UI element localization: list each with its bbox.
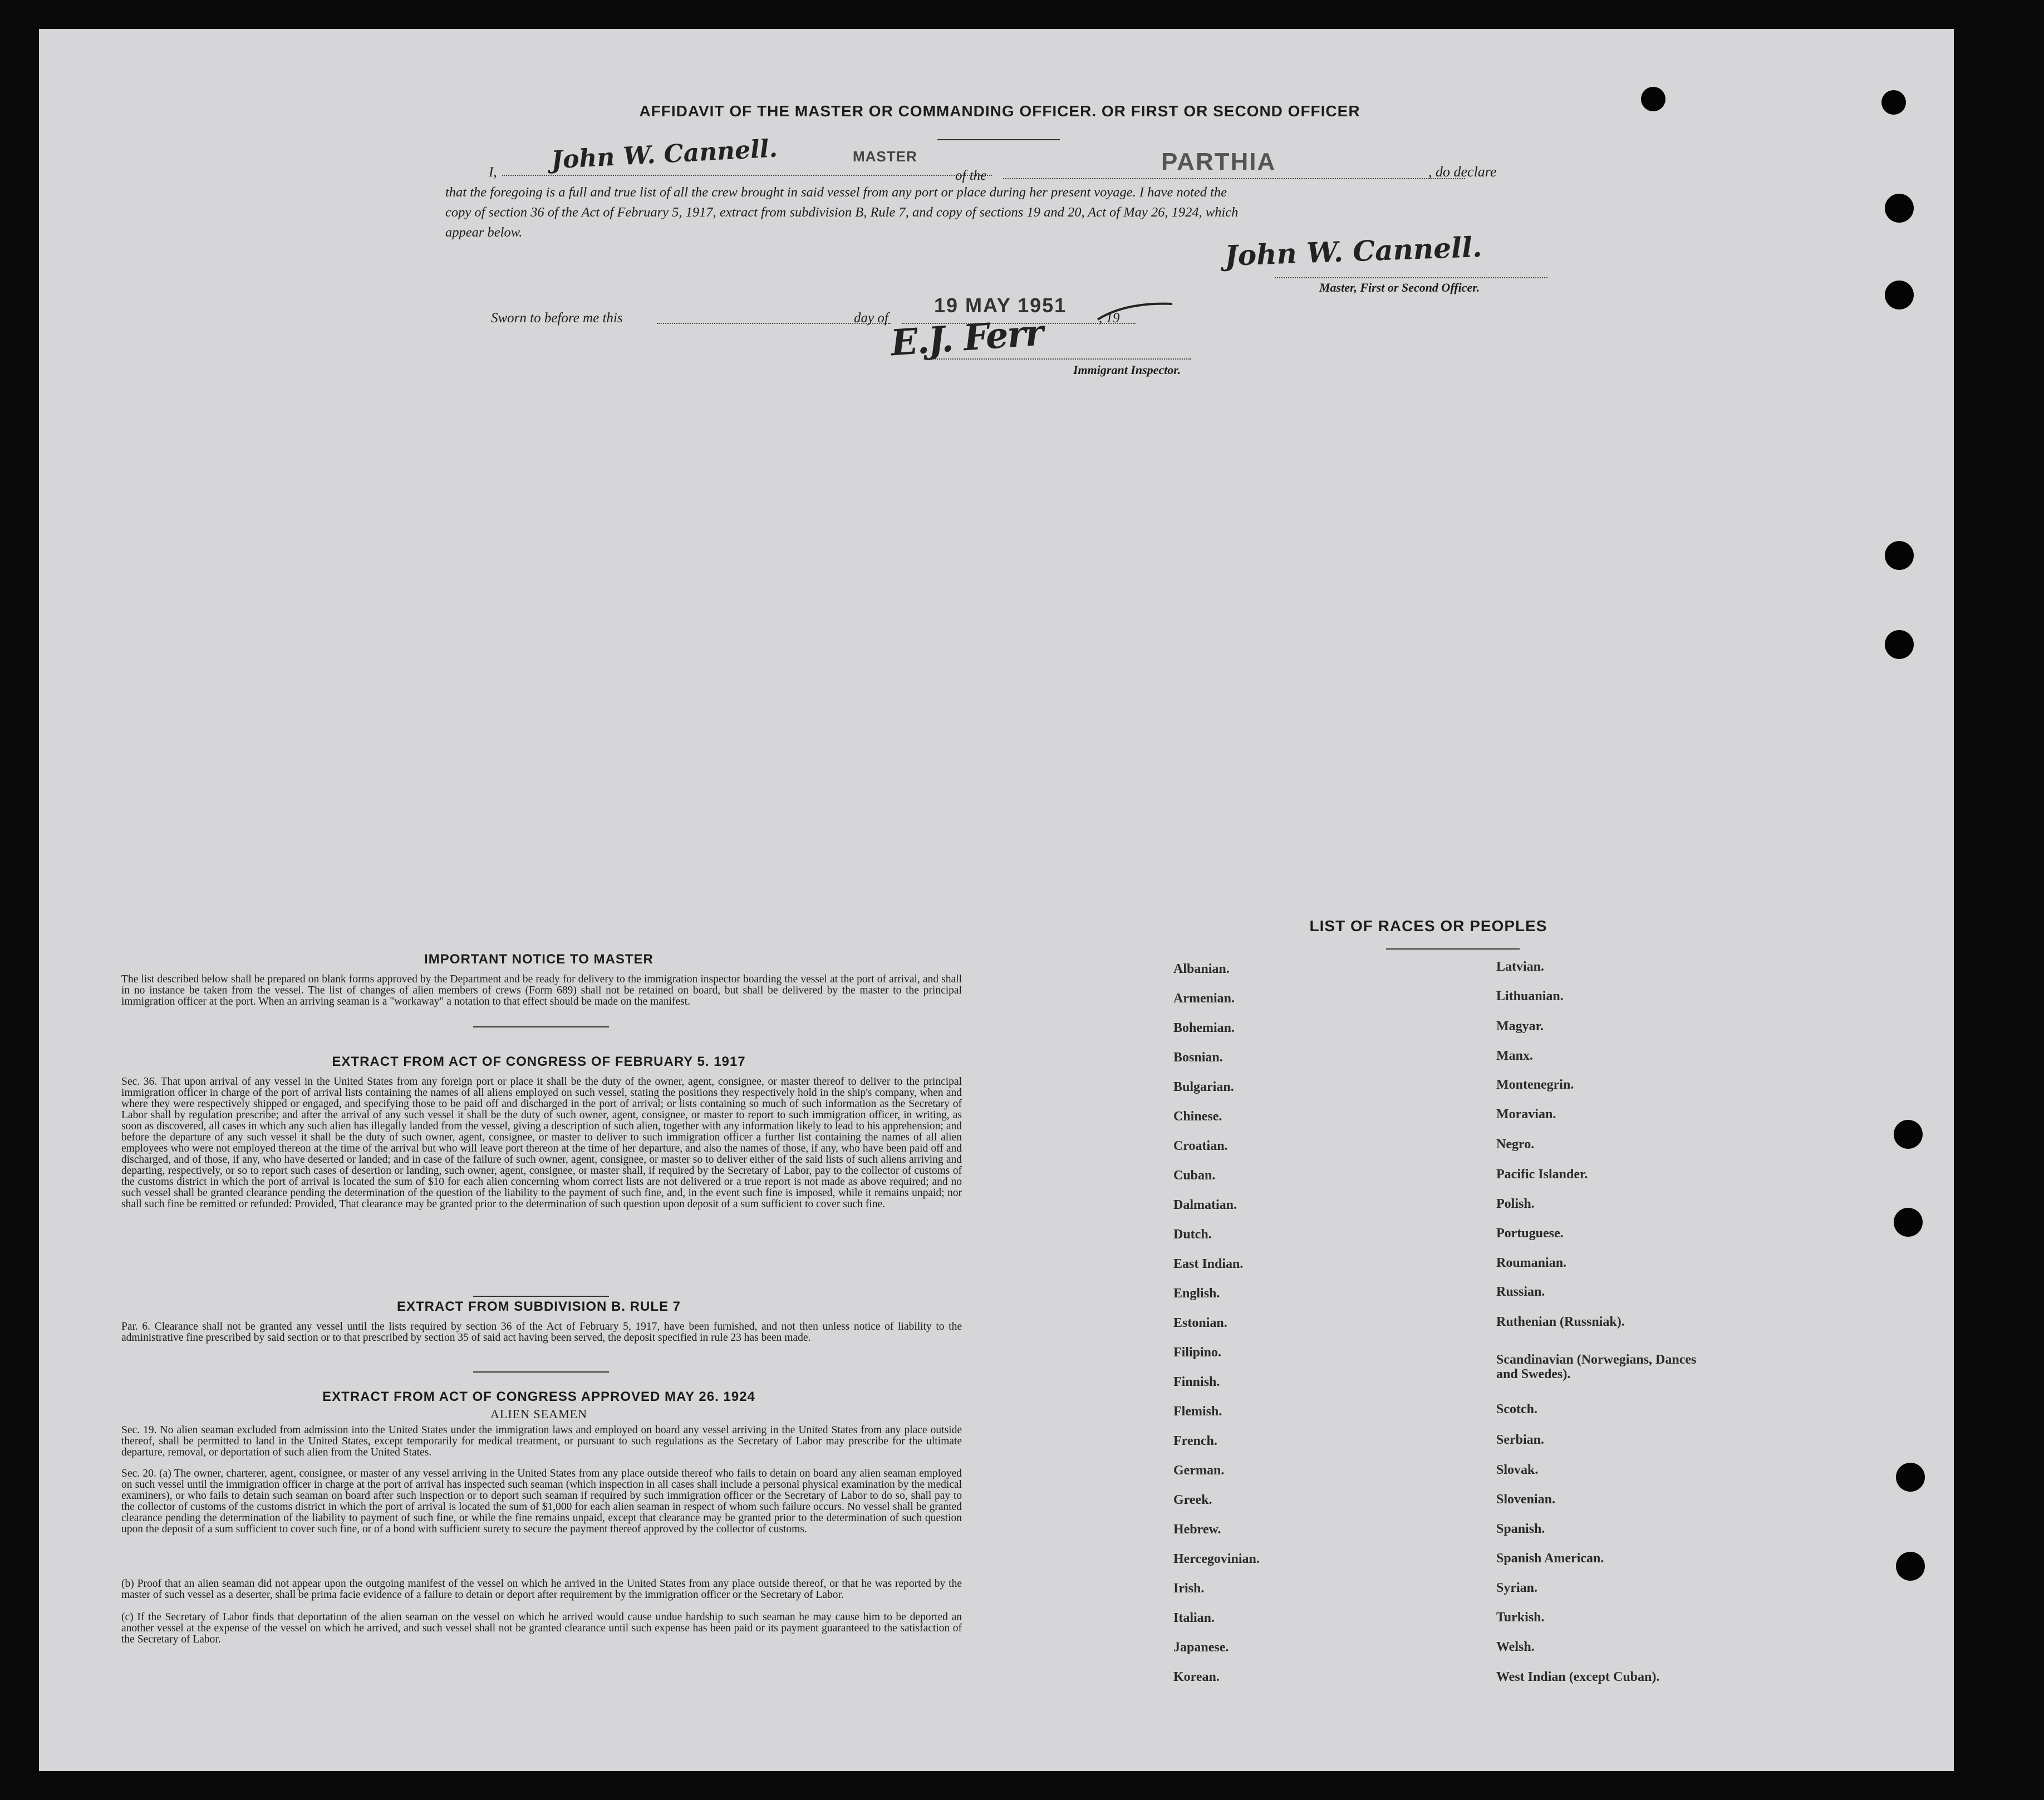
race-right: Slovak. [1496, 1463, 1539, 1477]
race-left: German. [1173, 1463, 1225, 1478]
race-left: English. [1173, 1286, 1220, 1301]
race-left: Estonian. [1173, 1316, 1227, 1330]
race-left: East Indian. [1173, 1257, 1244, 1271]
affidavit-line-1: that the foregoing is a full and true list of all the crew brought in said vessel from any port or place during her present voyage. I have noted the [445, 185, 1227, 200]
race-right: Ruthenian (Russniak). [1496, 1315, 1625, 1329]
affidavit-title: AFFIDAVIT OF THE MASTER OR COMMANDING OFFICER. OR FIRST OR SECOND OFFICER [639, 102, 1360, 120]
race-left: Croatian. [1173, 1139, 1228, 1153]
rule7-title: EXTRACT FROM SUBDIVISION B. RULE 7 [396, 1299, 681, 1314]
races-rule [1386, 948, 1520, 950]
date-stamp: 19 MAY 1951 [934, 294, 1067, 317]
title-rule [937, 139, 1060, 140]
i-label: I, [489, 165, 497, 180]
year-label: , 19 [1099, 311, 1120, 326]
rule7-text: Par. 6. Clearance shall not be granted any vessel until the lists required by section 36 of the Act of February 5, 1917, have been furnished, and not then unless notice of liability to the administrative fine prescribed by said section or to that prescribed by section 35 of said act having been served, the deposit specified in rule 23 has been made. [121, 1321, 962, 1344]
punch-hole [1885, 541, 1914, 570]
officer-signature: John W. Cannell. [1224, 230, 1483, 273]
race-left: Armenian. [1173, 991, 1235, 1006]
race-right: Magyar. [1496, 1019, 1544, 1034]
vessel-line [1003, 178, 1465, 179]
rule7-rule [473, 1371, 609, 1373]
extract-1924-subtitle: ALIEN SEAMEN [490, 1407, 587, 1421]
punch-hole [1885, 281, 1914, 309]
race-left: Japanese. [1173, 1640, 1229, 1655]
affidavit-line-3: appear below. [445, 225, 523, 240]
document-page [39, 29, 1954, 1771]
sworn-label: Sworn to before me this [491, 311, 623, 326]
punch-hole [1881, 90, 1906, 115]
race-left: Finnish. [1173, 1375, 1220, 1389]
extract-1917-text: Sec. 36. That upon arrival of any vessel in the United States from any foreign port or place it shall be the duty of the owner, agent, consignee, or master thereof to deliver to the principal immigration officer in charge of the port of arrival lists containing the names of all aliens employed on such vessel, stating the positions they respectively hold in the ship's company, when and where they were respectively shipped or engaged, and specifying those to be paid off and discharged in the port of arrival; or lists containing so much of such information as the Secretary of Labor shall by regulation prescribe; and after the arrival of any such vessel it shall be the duty of such owner, agent, consignee, or master to report to such immigration officer, in writing, as soon as discovered, all cases in which any such alien has illegally landed from the vessel, giving a description of such alien, together with any information likely to lead to his apprehension; and before the departure of any such vessel it shall be the duty of such owner, agent, consignee, or master to deliver to such immigration officer a further list containing the names of all alien employees who were not employed thereon at the time of the arrival but who will leave port thereon at the time of her departure, and also the names of those, if any, who have been paid off and discharged, and of those, if any, who have deserted or landed; and in case of the failure of such owner, agent, consignee, or master so to deliver either of the said lists of such aliens arriving and departing, respectively, or so to report such cases of desertion or landing, such owner, agent, consignee, or master shall, if required by the Secretary of Labor, pay to the collector of customs of the customs district in which the port of arrival is located the sum of $10 for each alien concerning whom correct lists are not delivered or a true report is not made as above required; and no such vessel shall be granted clearance pending the determination of the question of the liability to the payment of such fine, and, in the event such fine is imposed, while it remains unpaid; nor shall such fine be remitted or refunded: Provided, That clearance may be granted prior to the determination of such question upon deposit of a sum sufficient to cover such fine. [121, 1076, 962, 1210]
race-left: Flemish. [1173, 1404, 1222, 1419]
extract-1917-rule [473, 1296, 609, 1297]
name-line [502, 175, 992, 176]
sec19-text: Sec. 19. No alien seaman excluded from admission into the United States under the immigration laws and employed on board any vessel arriving in the United States from any place outside thereof, shall be permitted to land in the United States, except temporarily for medical treatment, or pursuant to such regulations as the Secretary of Labor may prescribe for the ultimate departure, removal, or deportation of such alien from the United States. [121, 1424, 962, 1458]
race-right: Scandinavian (Norwegians, Dances and Swedes). [1496, 1353, 1697, 1381]
race-right: Negro. [1496, 1137, 1535, 1152]
punch-hole [1896, 1463, 1925, 1492]
race-left: Albanian. [1173, 962, 1230, 976]
race-right: Roumanian. [1496, 1256, 1567, 1270]
of-the-label: of the [955, 168, 987, 183]
race-right: Latvian. [1496, 960, 1545, 974]
master-name-signature: John W. Cannell. [550, 134, 778, 175]
race-left: Korean. [1173, 1670, 1220, 1684]
extract-1924-title: EXTRACT FROM ACT OF CONGRESS APPROVED MAY 26. 1924 [322, 1389, 755, 1404]
notice-title: IMPORTANT NOTICE TO MASTER [424, 952, 654, 967]
race-left: Dalmatian. [1173, 1198, 1237, 1212]
race-left: Cuban. [1173, 1168, 1216, 1183]
race-right: Slovenian. [1496, 1492, 1556, 1507]
race-right: Spanish. [1496, 1522, 1545, 1536]
race-left: Hercegovinian. [1173, 1552, 1260, 1566]
punch-hole [1896, 1552, 1925, 1581]
race-left: Dutch. [1173, 1227, 1212, 1242]
extract-1917-title: EXTRACT FROM ACT OF CONGRESS OF FEBRUARY 5. 1917 [332, 1054, 746, 1069]
vessel-name-stamp: PARTHIA [1161, 148, 1276, 175]
race-left: Greek. [1173, 1493, 1212, 1507]
punch-hole [1885, 630, 1914, 659]
officer-caption: Master, First or Second Officer. [1319, 281, 1480, 294]
race-right: Spanish American. [1496, 1551, 1604, 1566]
race-right: Moravian. [1496, 1107, 1556, 1122]
inspector-caption: Immigrant Inspector. [1073, 363, 1181, 377]
race-left: French. [1173, 1434, 1217, 1448]
race-right: Welsh. [1496, 1640, 1535, 1654]
race-right: Polish. [1496, 1197, 1535, 1211]
race-left: Irish. [1173, 1581, 1205, 1596]
race-left: Bosnian. [1173, 1050, 1223, 1065]
sec20a-text: Sec. 20. (a) The owner, charterer, agent, consignee, or master of any vessel arriving in the United States from any place outside thereof who fails to detain on board any alien seaman employed on such vessel until the immigration officer in charge at the port of arrival has inspected such seaman (which inspection in all cases shall include a personal physical examination by the medical examiners), or who fails to detain such seaman on board after such inspection or to deport such seaman if required by such immigration officer or the Secretary of Labor to do so, shall pay to the collector of customs of the customs district in which the port of arrival is located the sum of $1,000 for each alien seaman in respect of whom such failure occurs. No vessel shall be granted clearance pending the determination of the liability to payment of such fine, or while the fine remains unpaid, except that clearance may be granted prior to the determination of such question upon the deposit of a sum sufficient to cover such fine, or of a bond with sufficient surety to secure the payment thereof approved by the collector of customs. [121, 1468, 962, 1535]
race-right: Manx. [1496, 1049, 1533, 1063]
races-title: LIST OF RACES OR PEOPLES [1309, 917, 1547, 935]
signature-flourish [1097, 301, 1175, 323]
notice-text: The list described below shall be prepared on blank forms approved by the Department and be ready for delivery to the immigration inspector boarding the vessel at the port of arrival, and shall in no instance be taken from the vessel. The list of changes of alien members of crews (Form 689) shall not be retained on board, but shall be delivered by the master to the principal immigration officer at the port. When an arriving seaman is a "workaway" a notation to that effect should be made on the manifest. [121, 973, 962, 1007]
race-right: West Indian (except Cuban). [1496, 1670, 1660, 1684]
punch-hole [1894, 1120, 1923, 1149]
punch-hole [1641, 87, 1665, 111]
sec20c-text: (c) If the Secretary of Labor finds that deportation of the alien seaman on the vessel on which he arrived would cause undue hardship to such seaman he may cause him to be deported an another vessel at the expense of the vessel on which he arrived, and such vessel shall not be granted clearance until such expense has been paid or its payment guaranteed to the satisfaction of the Secretary of Labor. [121, 1611, 962, 1645]
do-declare-label: , do declare [1428, 164, 1497, 180]
officer-signature-line [1275, 277, 1547, 278]
race-right: Scotch. [1496, 1402, 1537, 1417]
race-right: Syrian. [1496, 1581, 1538, 1595]
race-right: Turkish. [1496, 1610, 1545, 1625]
race-right: Lithuanian. [1496, 989, 1564, 1004]
sec20b-text: (b) Proof that an alien seaman did not appear upon the outgoing manifest of the vessel on which he arrived in the United States from any place outside thereof, or that he was reported by the master of such vessel as a deserter, shall be prima facie evidence of a failure to detain or deport after requirement by the immigration officer or the Secretary of Labor. [121, 1578, 962, 1601]
day-of-label: day of [854, 311, 888, 326]
race-left: Filipino. [1173, 1345, 1222, 1360]
race-right: Pacific Islander. [1496, 1167, 1588, 1182]
rank-stamp: MASTER [853, 148, 917, 165]
affidavit-line-2: copy of section 36 of the Act of February 5, 1917, extract from subdivision B, Rule 7, and copy of sections 19 and 20, Act of May 26, 1924, which [445, 205, 1239, 220]
punch-hole [1894, 1208, 1923, 1237]
race-left: Bohemian. [1173, 1021, 1235, 1035]
inspector-signature: E.J. Ferr [889, 312, 1044, 365]
race-right: Montenegrin. [1496, 1078, 1574, 1092]
race-right: Russian. [1496, 1285, 1545, 1299]
race-right: Serbian. [1496, 1433, 1545, 1447]
race-left: Hebrew. [1173, 1522, 1221, 1537]
punch-hole [1885, 194, 1914, 223]
race-left: Chinese. [1173, 1109, 1222, 1124]
inspector-line [924, 358, 1191, 360]
race-right: Portuguese. [1496, 1226, 1564, 1241]
notice-rule [473, 1026, 609, 1027]
race-left: Italian. [1173, 1611, 1215, 1625]
race-left: Bulgarian. [1173, 1080, 1234, 1094]
